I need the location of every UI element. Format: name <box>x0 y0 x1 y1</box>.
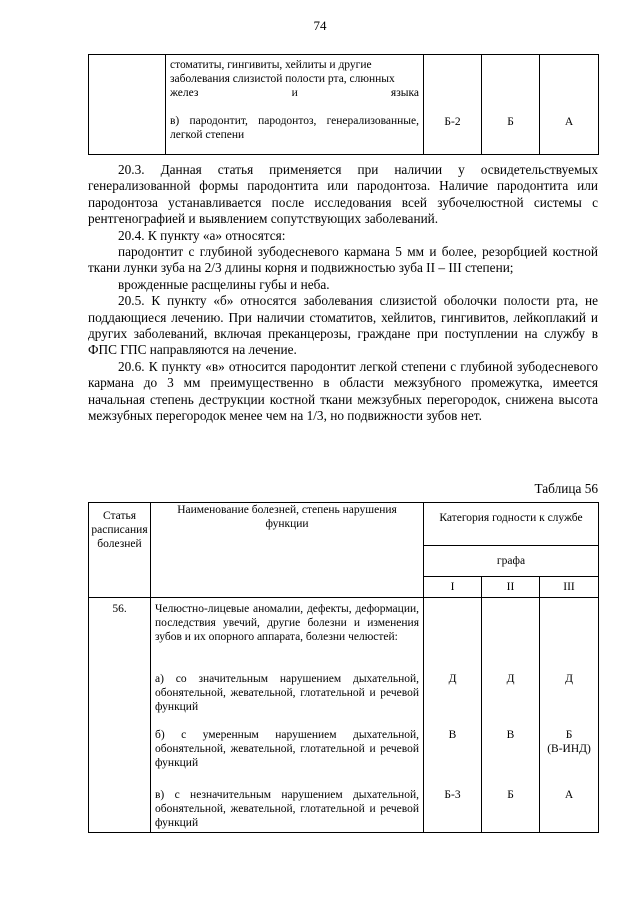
grafa-cell <box>540 55 599 155</box>
intro-text: Челюстно-лицевые аномалии, дефекты, деформации, последствия увечий, другие болезни и изменения зубов и их опорного аппарата, болезни челюстей: <box>155 603 419 643</box>
paragraph: 20.5. К пункту «б» относятся заболевания слизистой оболочки полости рта, не поддающиеся лечению. При наличии стоматитов, хейлитов, гингивитов, лейкоплакий и других заболеваний, включая преканцерозы, граждане при поступлении на службу в ФПС ГПС направляются на лечение. <box>88 293 598 358</box>
grafa-column <box>540 598 599 833</box>
grafa-cell <box>424 55 482 155</box>
table-row <box>89 598 599 833</box>
grafa-value: Б-2 <box>444 116 461 128</box>
grafa-value: Д <box>506 673 515 685</box>
grafa-value: Б <box>507 116 514 128</box>
grafa-value: А <box>564 789 574 801</box>
disease-text-a: стоматиты, гингивиты, хейлиты и другие заболевания слизистой полости рта, слюнных желез и языка <box>170 59 419 99</box>
table-56 <box>88 502 599 833</box>
grafa-extra: (В-ИНД) <box>547 743 591 755</box>
grafa-value: А <box>564 116 574 128</box>
disease-cell <box>166 55 424 155</box>
grafa-number: III <box>540 577 599 598</box>
grafa-number: II <box>482 577 540 598</box>
row-text-a: а) со значительным нарушением дыхательной, обонятельной, жевательной, глотательной и речевой функций <box>155 673 419 713</box>
header-name <box>151 503 424 598</box>
grafa-value: Д <box>565 673 573 685</box>
table-header-row <box>89 503 599 546</box>
paragraph: пародонтит с глубиной зубодесневого кармана 5 мм и более, резорбцией костной ткани лунки зуба на 2/3 длины корня и подвижностью зуба II – III степени; <box>88 244 598 276</box>
paragraph: врожденные расщелины губы и неба. <box>118 276 330 292</box>
grafa-value: В <box>448 729 457 741</box>
disease-text-v: в) пародонтит, пародонтоз, генерализованные, легкой степени <box>170 115 419 141</box>
article-number: 56. <box>89 598 151 833</box>
article-cell <box>89 55 166 155</box>
paragraph: 20.6. К пункту «в» относится пародонтит легкой степени с глубиной зубодесневого кармана до 3 мм преимущественно в области межзубного промежутка, имеется начальная степень деструкции костной ткани межзубных перегородок, снижена высота межзубных перегородок менее чем на 1/3, но подвижности зубов нет. <box>88 358 598 424</box>
paragraph: 20.3. Данная статья применяется при наличии у освидетельствуемых генерализованной формы пародонтита или пародонтоза. Наличие пародонтита или пародонтоза устанавливается после исследования всей зубочелюстной системы с рентгенографией и выявлением сопутствующих заболеваний. <box>88 162 598 227</box>
grafa-column <box>482 598 540 833</box>
row-text-v: в) с незначительным нарушением дыхательной, обонятельной, жевательной, глотательной и речевой функций <box>155 789 419 829</box>
header-grafa: графа <box>424 546 599 577</box>
grafa-number: I <box>424 577 482 598</box>
grafa-value: Б <box>565 729 573 741</box>
header-name-text: Наименование болезней, степень нарушения функции <box>177 504 397 530</box>
continuation-table <box>88 54 599 155</box>
grafa-cell <box>482 55 540 155</box>
grafa-value: Б-3 <box>444 789 461 801</box>
grafa-value: В <box>506 729 515 741</box>
page-number: 74 <box>313 18 327 33</box>
header-category: Категория годности к службе <box>424 503 599 546</box>
paragraph: 20.4. К пункту «а» относятся: <box>118 227 286 243</box>
table-row <box>89 55 599 155</box>
grafa-value: Д <box>448 673 457 685</box>
header-article: Статья расписания болезней <box>89 503 151 598</box>
grafa-value: Б <box>507 789 514 801</box>
grafa-column <box>424 598 482 833</box>
disease-cell <box>151 598 424 833</box>
body-text <box>88 162 598 425</box>
table-caption: Таблица 56 <box>534 481 598 496</box>
row-text-b: б) с умеренным нарушением дыхательной, обонятельной, жевательной, глотательной и речевой функций <box>155 729 419 769</box>
